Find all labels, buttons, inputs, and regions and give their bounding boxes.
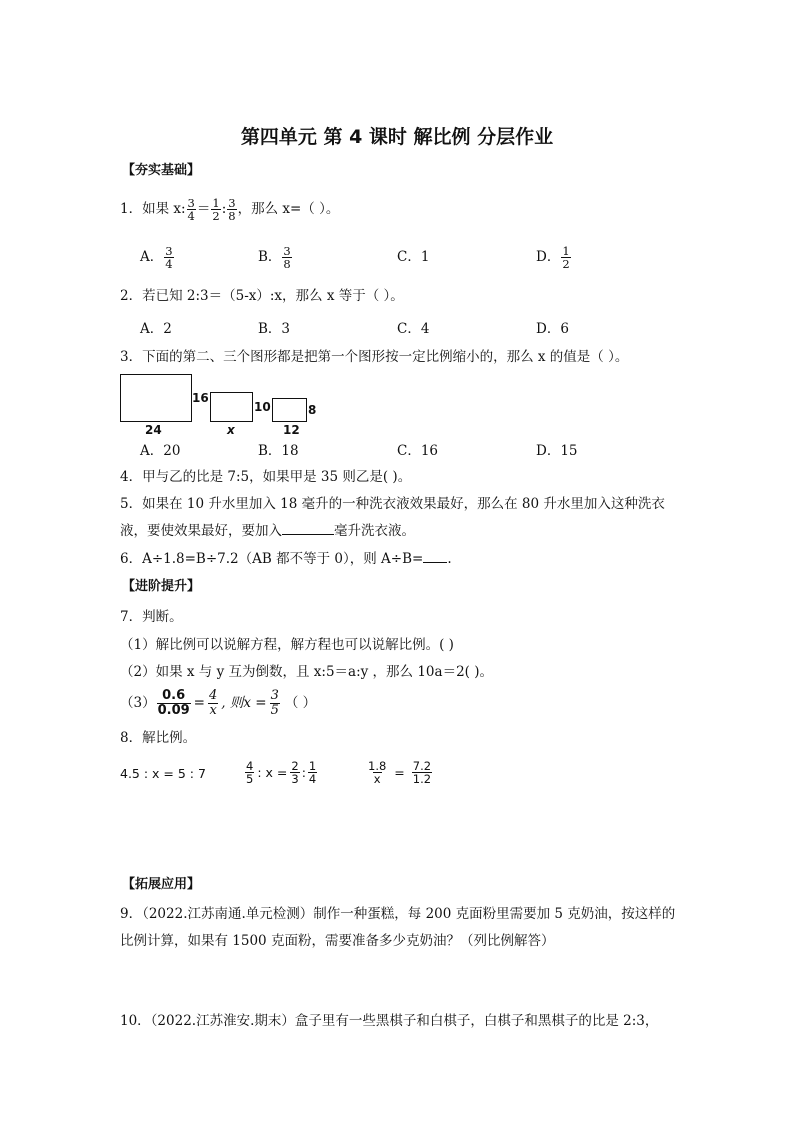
question-10-line-1: 10．（2022.江苏淮安.期末）盒子里有一些黑棋子和白棋子，白棋子和黑棋子的比是 2:3， (120, 1013, 659, 1029)
q3-rectangle-large (120, 374, 192, 422)
q7-3-fraction-1: $\frac{0.6}{0.09}$ (157, 687, 190, 718)
q1-option-c: C．1 (397, 249, 430, 265)
q1-option-b: B． $\frac{3}{8}$ (258, 244, 291, 271)
q7-3-fraction-2: $\frac{4}{x}$ (208, 687, 218, 718)
question-8-title: 8．解比例。 (120, 730, 197, 746)
q7-3-fraction-3: $\frac{3}{5}$ (270, 687, 279, 718)
q1-equals: ＝ (196, 201, 211, 217)
question-7-item-1: （1）解比例可以说解方程，解方程也可以说解比例。( ) (120, 637, 454, 653)
q3-rect1-width-label: 24 (145, 423, 162, 437)
question-7-item-2: （2）如果 x 与 y 互为倒数，且 x:5＝a:y ，那么 10a＝2( )。 (120, 664, 493, 680)
q3-option-b: B．18 (258, 443, 299, 459)
question-5-line-1: 5．如果在 10 升水里加入 18 毫升的一种洗衣液效果最好，那么在 80 升水里加入这种洗衣 (120, 496, 665, 512)
q3-option-d: D．15 (536, 443, 578, 459)
q1-fraction-2: $\frac{1}{2}$ (212, 196, 220, 223)
question-5-line-2: 液，要使效果最好，要加入 毫升洗衣液。 (120, 523, 415, 539)
question-9-line-1: 9．（2022.江苏南通.单元检测）制作一种蛋糕，每 200 克面粉里需要加 5 克奶油，按这样的 (120, 906, 676, 922)
q3-option-c: C．16 (397, 443, 439, 459)
q2-option-c: C．4 (397, 321, 430, 337)
q8-equation-1: 4.5 : x = 5 : 7 (120, 765, 206, 781)
question-2: 2．若已知 2:3＝（5-x）:x，那么 x 等于（ ）。 (120, 288, 404, 304)
section-extend-heading: 【拓展应用】 (122, 877, 201, 892)
section-basic-heading: 【夯实基础】 (122, 163, 201, 178)
q3-rect2-width-label: x (227, 423, 235, 437)
page-title: 第四单元 第 4 课时 解比例 分层作业 (240, 126, 554, 148)
q2-option-d: D．6 (536, 321, 569, 337)
q1-colon: : (221, 201, 227, 217)
q3-rectangle-small (272, 398, 307, 422)
q2-option-b: B．3 (258, 321, 291, 337)
q8-equation-3: $\frac{1.8}{x}$ = $\frac{7.2}{1.2}$ (368, 758, 432, 786)
q3-rect1-height-label: 16 (192, 391, 209, 405)
question-7-item-3: （3） $\frac{0.6}{0.09}$ = $\frac{4}{x}$ , 则x = $\frac{3}{5}$ （ ） (120, 687, 317, 718)
q3-rect3-height-label: 8 (308, 403, 317, 417)
q1-fraction-1: $\frac{3}{4}$ (187, 196, 195, 223)
q1-prefix: 1．如果 x: (120, 201, 186, 217)
q8-equation-2: $\frac{4}{5}$ : x = $\frac{2}{3}$ : $\frac{1}{4}$ (246, 758, 317, 786)
question-1 (120, 196, 339, 222)
question-4: 4．甲与乙的比是 7:5，如果甲是 35 则乙是( )。 (120, 469, 412, 485)
question-7-title: 7．判断。 (120, 609, 183, 625)
q3-rectangle-medium (210, 392, 253, 422)
q6-answer-blank[interactable] (423, 550, 447, 563)
q3-rect2-height-label: 10 (254, 400, 271, 414)
q3-option-a: A．20 (140, 443, 181, 459)
q1-fraction-3: $\frac{3}{8}$ (228, 196, 236, 223)
question-9-line-2: 比例计算，如果有 1500 克面粉，需要准备多少克奶油？（列比例解答） (120, 933, 555, 949)
q2-option-a: A．2 (140, 321, 172, 337)
q1-option-a: A． $\frac{3}{4}$ (140, 244, 173, 271)
section-advanced-heading: 【进阶提升】 (122, 579, 201, 594)
question-3: 3．下面的第二、三个图形都是把第一个图形按一定比例缩小的，那么 x 的值是（ ）。 (120, 349, 629, 365)
q1-suffix: ，那么 x=（ ）。 (237, 201, 340, 217)
q3-rect3-width-label: 12 (283, 423, 300, 437)
q1-option-d: D． $\frac{1}{2}$ (536, 244, 570, 271)
question-6: 6．A÷1.8=B÷7.2（AB 都不等于 0），则 A÷B= . (120, 551, 452, 567)
q5-answer-blank[interactable] (282, 522, 334, 535)
